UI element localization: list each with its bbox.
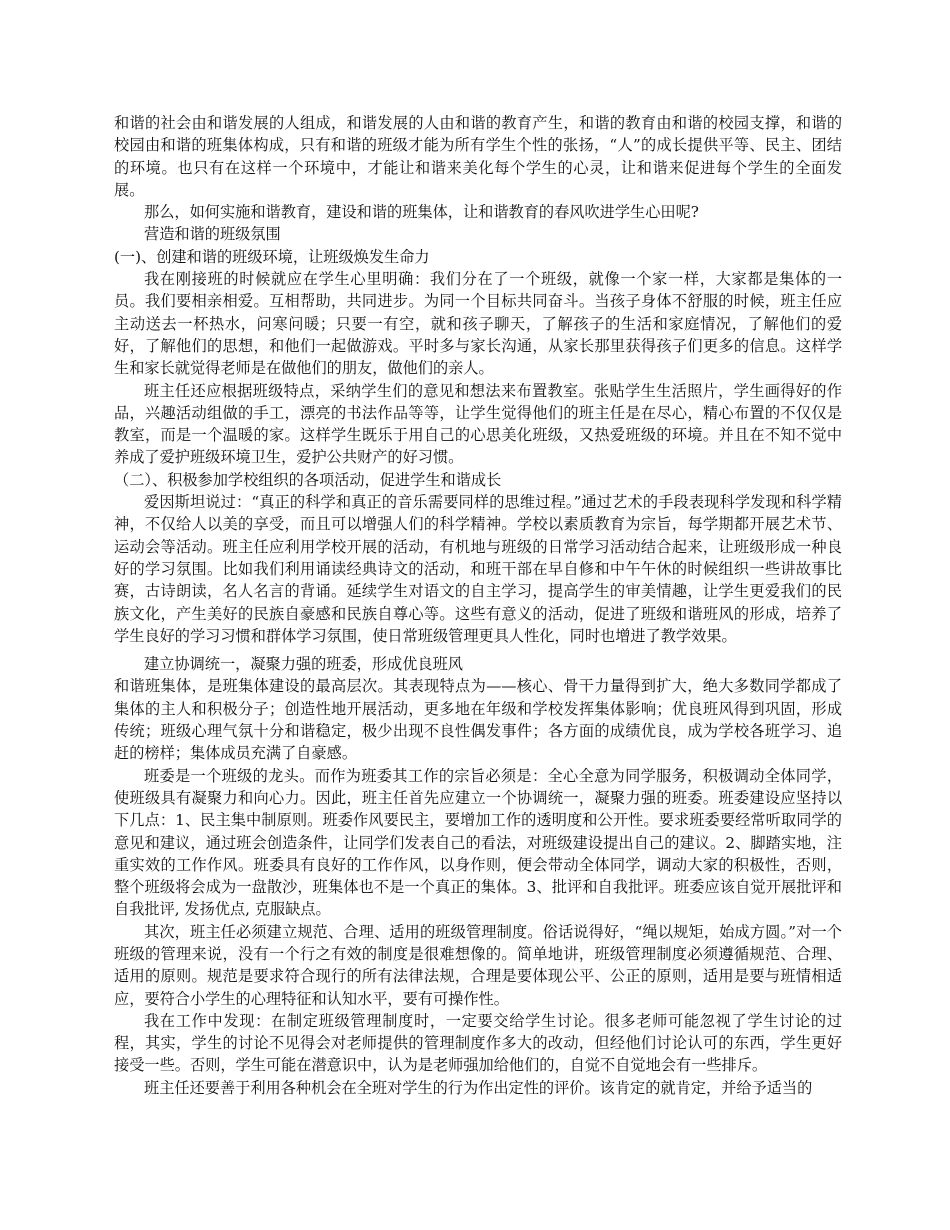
paragraph-question: 那么，如何实施和谐教育，建设和谐的班集体，让和谐教育的春风吹进学生心田呢? (144, 203, 699, 222)
section-heading-atmosphere: 营造和谐的班级氛围 (144, 225, 281, 244)
paragraph-rules: 其次，班主任必须建立规范、合理、适用的班级管理制度。俗话说得好，“绳以规矩，始成方圆。”对一个班级的管理来说，没有一个行之有效的制度是很难想像的。简单地讲，班级管理制度必须遵循规范、合理、适用的原则。规范是要求符合现行的所有法律法规，合理是要体现公平、公正的原则，适用是要与班情相适应，要符合小学生的心理特征和认知水平，要有可操作性。 (114, 922, 842, 1008)
paragraph-class-committee: 班委是一个班级的龙头。而作为班委其工作的宗旨必须是：全心全意为同学服务，积极调动全体同学，使班级具有凝聚力和向心力。因此，班主任首先应建立一个协调统一，凝聚力强的班委。班委建设应坚持以下几点：1、民主集中制原则。班委作风要民主，要增加工作的透明度和公开性。要求班委要经常听取同学的意见和建议，通过班会创造条件，让同学们发表自己的看法，对班级建设提出自己的建议。2、脚踏实地，注重实效的工作作风。班委具有良好的工作作风，以身作则，便会带动全体同学，调动大家的积极性，否则，整个班级将会成为一盘散沙，班集体也不是一个真正的集体。3、批评和自我批评。班委应该自觉开展批评和自我批评, 发扬优点, 克服缺点。 (114, 766, 842, 919)
paragraph-evaluation: 班主任还要善于利用各种机会在全班对学生的行为作出定性的评价。该肯定的就肯定，并给予适当的 (144, 1078, 813, 1097)
paragraph-classroom: 班主任还应根据班级特点，采纳学生们的意见和想法来布置教室。张贴学生生活照片，学生画得好的作品，兴趣活动组做的手工，漂亮的书法作品等等，让学生觉得他们的班主任是在尽心，精心布置的不仅仅是教室，而是一个温暖的家。这样学生既乐于用自己的心思美化班级，又热爱班级的环境。并且在不知不觉中养成了爱护班级环境卫生，爱护公共财产的好习惯。 (114, 381, 842, 467)
paragraph-discussion: 我在工作中发现：在制定班级管理制度时，一定要交给学生讨论。很多老师可能忽视了学生讨论的过程，其实，学生的讨论不见得会对老师提供的管理制度作多大的改动，但经他们讨论认可的东西，学生更好接受一些。否则，学生可能在潜意识中，认为是老师强加给他们的，自觉不自觉地会有一些排斥。 (114, 1011, 842, 1075)
paragraph-einstein: 爱因斯坦说过：“真正的科学和真正的音乐需要同样的思维过程。”通过艺术的手段表现科学发现和科学精神，不仅给人以美的享受，而且可以增强人们的科学精神。学校以素质教育为宗旨，每学期都开展艺术节、运动会等活动。班主任应利用学校开展的活动，有机地与班级的日常学习活动结合起来，让班级形成一种良好的学习氛围。比如我们利用诵读经典诗文的活动，和班干部在早自修和中午午休的时候组织一些讲故事比赛，古诗朗读，名人名言的背诵。延续学生对语文的自主学习，提高学生的审美情趣，让学生更爱我们的民族文化，产生美好的民族自豪感和民族自尊心等。这些有意义的活动，促进了班级和谐班风的形成，培养了学生良好的学习习惯和群体学习氛围，使日常班级管理更具人性化，同时也增进了教学效果。 (114, 493, 842, 645)
paragraph-family: 我在刚接班的时候就应在学生心里明确：我们分在了一个班级，就像一个家一样，大家都是集体的一员。我们要相亲相爱。互相帮助，共同进步。为同一个目标共同奋斗。当孩子身体不舒服的时候，班主任应主动送去一杯热水，问寒问暖；只要一有空，就和孩子聊天，了解孩子的生活和家庭情况，了解他们的爱好，了解他们的思想，和他们一起做游戏。平时多与家长沟通，从家长那里获得孩子们更多的信息。这样学生和家长就觉得老师是在做他们的朋友，做他们的亲人。 (114, 270, 842, 378)
paragraph-harmonious-class: 和谐班集体，是班集体建设的最高层次。其表现特点为——核心、骨干力量得到扩大，绝大多数同学都成了集体的主人和积极分子；创造性地开展活动，更多地在年级和学校发挥集体影响；优良班风得到巩固，形成传统；班级心理气氛十分和谐稳定，极少出现不良性偶发事件；各方面的成绩优良，成为学校各班学习、追赶的榜样；集体成员充满了自豪感。 (114, 677, 842, 763)
subheading-activities: （二）、积极参加学校组织的各项活动，促进学生和谐成长 (114, 470, 502, 489)
document-body (114, 112, 842, 1099)
paragraph-intro: 和谐的社会由和谐发展的人组成，和谐发展的人由和谐的教育产生，和谐的教育由和谐的校园支撑，和谐的校园由和谐的班集体构成，只有和谐的班级才能为所有学生个性的张扬，“人”的成长提供平等、民主、团结的环境。也只有在这样一个环境中，才能让和谐来美化每个学生的心灵，让和谐来促进每个学生的全面发展。 (114, 114, 842, 199)
section-heading-committee: 建立协调统一，凝聚力强的班委，形成优良班风 (144, 655, 463, 674)
subheading-environment: (一)、创建和谐的班级环境，让班级焕发生命力 (114, 247, 430, 266)
